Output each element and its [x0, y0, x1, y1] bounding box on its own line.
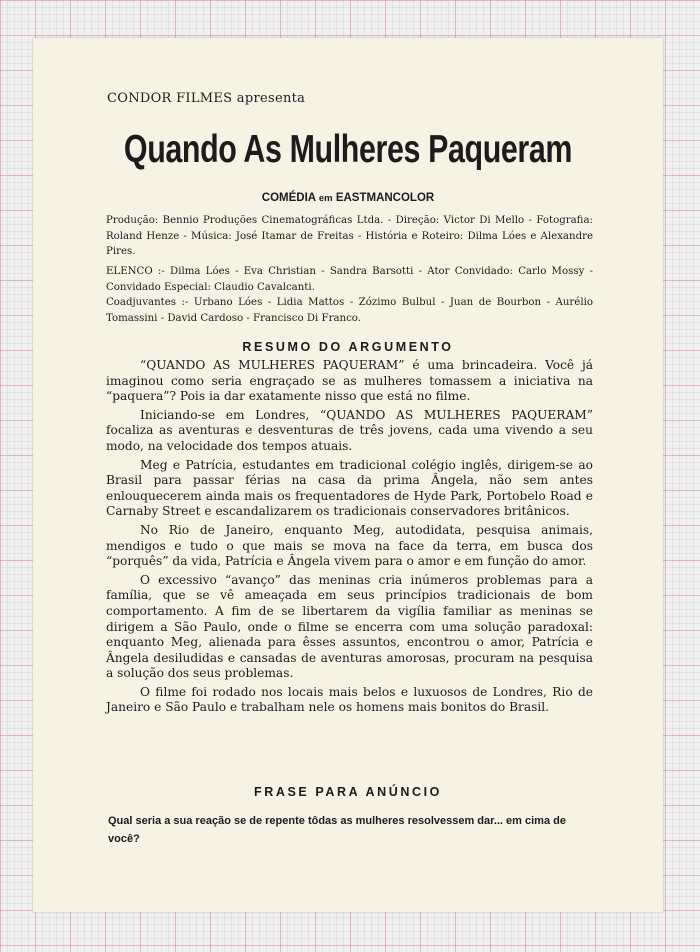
- production-credits: Produção: Bennio Produções Cinematográficas Ltda. - Direção: Victor Di Mello - Fotografia: Roland Henze - Música: José Itamar de Freitas - História e Roteiro: Dilma Lóes e Alexandre Pires.: [106, 215, 593, 258]
- genre-format: EASTMANCOLOR: [335, 192, 435, 204]
- flyer-sheet: [33, 38, 663, 912]
- cast-elenco: ELENCO :- Dilma Lóes - Eva Christian - Sandra Barsotti - Ator Convidado: Carlo Mossy - Convidado Especial: Claudio Cavalcanti.: [106, 266, 593, 293]
- genre-connector: em: [318, 193, 333, 204]
- summary-paragraph: Iniciando-se em Londres, “QUANDO AS MULHERES PAQUERAM” focaliza as aventuras e desventuras de três jovens, cada uma vivendo a seu modo, na velocidade dos tempos atuais.: [106, 407, 593, 453]
- summary-body: [106, 358, 593, 719]
- genre-line: [33, 192, 663, 204]
- genre-main: COMÉDIA: [261, 192, 316, 204]
- presenter-line: CONDOR FILMES apresenta: [107, 91, 306, 106]
- summary-paragraph: No Rio de Janeiro, enquanto Meg, autodidata, pesquisa animais, mendigos e tudo o que mais se mova na face da terra, em busca dos “porquês” da vida, Patrícia e Ângela vivem para o amor e em função do amor.: [106, 522, 593, 569]
- cast-block: [106, 264, 593, 326]
- cast-coadjuvantes: Coadjuvantes :- Urbano Lóes - Lidia Mattos - Zózimo Bulbul - Juan de Bourbon - Aurélio Tomassini - David Cardoso - Francisco Di Franco.: [106, 297, 593, 324]
- ad-heading: FRASE PARA ANÚNCIO: [253, 785, 442, 799]
- summary-paragraph: “QUANDO AS MULHERES PAQUERAM” é uma brincadeira. Você já imaginou como seria engraçado se as mulheres tomassem a iniciativa na “paquera”? Pois ia dar exatamente nisso que está no filme.: [106, 358, 593, 404]
- summary-paragraph: O filme foi rodado nos locais mais belos e luxuosos de Londres, Rio de Janeiro e São Paulo e trabalham nele os homens mais bonitos do Brasil.: [106, 684, 593, 715]
- summary-heading: RESUMO DO ARGUMENTO: [242, 340, 454, 354]
- summary-paragraph: Meg e Patrícia, estudantes em tradicional colégio inglês, dirigem-se ao Brasil para passar férias na casa da prima Ângela, não sem antes enlouquecerem ainda mais os frequentadores de Hyde Park, Portobelo Road e Carnaby Street e escandalizarem os tradicionais conservadores britânicos.: [106, 457, 593, 519]
- summary-paragraph: O excessivo “avanço” das meninas cria inúmeros problemas para a família, que se vê ameaçada em seus princípios tradicionais de bom comportamento. A fim de se libertarem da vigília familiar as meninas se dirigem a São Paulo, onde o filme se encerra com uma solução paradoxal: enquanto Meg, alienada para êsses assuntos, encontrou o amor, Patrícia e Ângela desiludidas e cansadas de aventuras amorosas, procuram na pesquisa a solução dos seus problemas.: [106, 572, 593, 681]
- film-title: Quando As Mulheres Paqueram: [123, 128, 573, 171]
- ad-phrase: Qual seria a sua reação se de repente tôdas as mulheres resolvessem dar... em cima de você?: [108, 815, 566, 845]
